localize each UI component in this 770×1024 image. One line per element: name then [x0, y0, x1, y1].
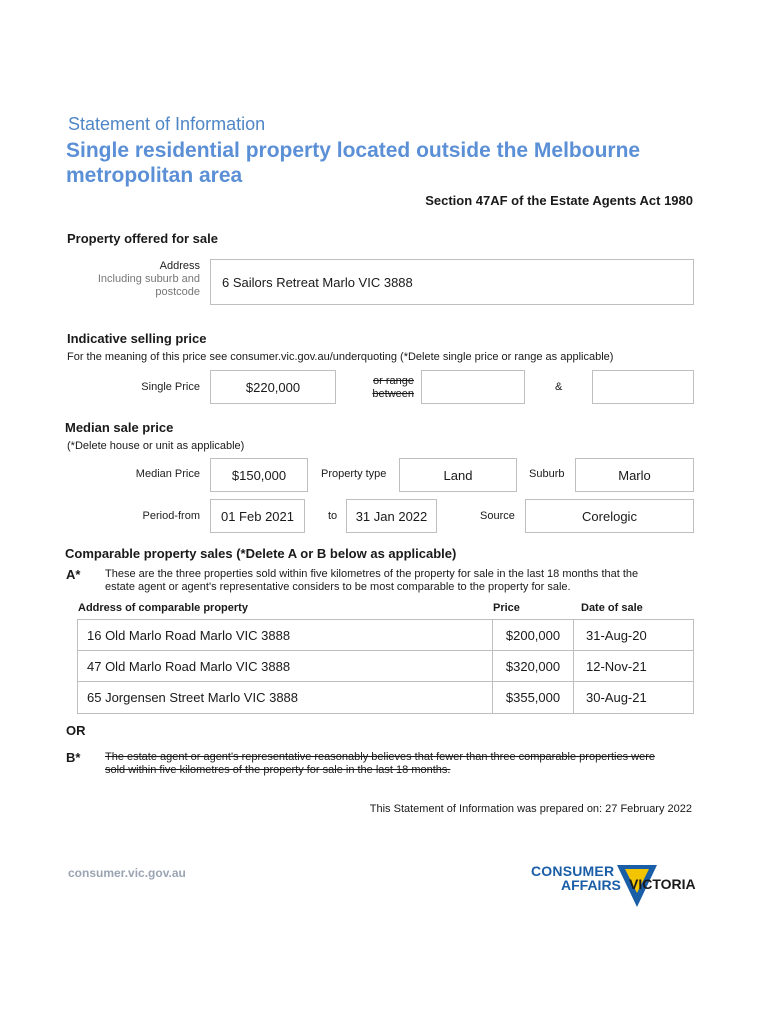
- row-address: 47 Old Marlo Road Marlo VIC 3888: [87, 658, 291, 674]
- document-title-line2: metropolitan area: [66, 164, 243, 187]
- column-header-date: Date of sale: [581, 602, 643, 614]
- range-to-field[interactable]: [592, 370, 694, 404]
- option-b-text-2: sold within five kilometres of the property for sale in the last 18 months.: [105, 764, 451, 776]
- suburb-value: Marlo: [618, 467, 651, 483]
- period-from-value: 01 Feb 2021: [220, 508, 294, 524]
- median-price-label: Median Price: [135, 468, 200, 480]
- comparable-heading: Comparable property sales (*Delete A or B below as applicable): [65, 546, 457, 561]
- table-row-3-price[interactable]: [492, 681, 574, 714]
- address-value: 6 Sailors Retreat Marlo VIC 3888: [222, 274, 413, 290]
- document-subtitle: Statement of Information: [68, 114, 266, 134]
- row-price: $200,000: [505, 627, 561, 643]
- address-sublabel-2: postcode: [155, 286, 200, 298]
- source-value: Corelogic: [582, 508, 637, 524]
- table-row-3-date[interactable]: [573, 681, 694, 714]
- indicative-heading: Indicative selling price: [67, 331, 207, 346]
- property-type-field[interactable]: [399, 458, 517, 492]
- row-address: 65 Jorgensen Street Marlo VIC 3888: [87, 690, 299, 705]
- row-date: 31-Aug-20: [586, 627, 647, 643]
- suburb-field[interactable]: [575, 458, 694, 492]
- period-to-value: 31 Jan 2022: [355, 508, 428, 524]
- property-type-label: Property type: [321, 468, 387, 480]
- period-to-label: to: [328, 510, 338, 522]
- row-date: 30-Aug-21: [586, 690, 647, 705]
- column-header-address: Address of comparable property: [78, 602, 248, 614]
- range-from-field[interactable]: [421, 370, 525, 404]
- option-a-label: A*: [66, 567, 81, 582]
- median-heading: Median sale price: [65, 420, 174, 435]
- single-price-label: Single Price: [141, 381, 200, 393]
- table-row-2-price[interactable]: [492, 650, 574, 682]
- period-to-field[interactable]: [346, 499, 437, 533]
- row-address: 16 Old Marlo Road Marlo VIC 3888: [87, 627, 291, 643]
- column-header-price: Price: [493, 602, 520, 614]
- consumer-affairs-victoria-logo: [531, 863, 701, 911]
- suburb-label: Suburb: [529, 468, 565, 480]
- range-label-1: or range: [373, 375, 414, 387]
- property-heading: Property offered for sale: [67, 231, 218, 246]
- option-a-text-2: estate agent or agent's representative considers to be most comparable to the property for sale.: [105, 581, 571, 593]
- option-a-text-1: These are the three properties sold within five kilometres of the property for sale in the last 18 months that the: [105, 568, 639, 580]
- median-price-field[interactable]: [210, 458, 308, 492]
- property-type-value: Land: [443, 467, 473, 483]
- range-ampersand: &: [555, 381, 563, 393]
- row-date: 12-Nov-21: [586, 658, 647, 674]
- address-label: Address: [159, 260, 200, 272]
- address-field[interactable]: [210, 259, 694, 305]
- table-row-1-date[interactable]: [573, 619, 694, 651]
- option-b-text-1: The estate agent or agent's representative reasonably believes that fewer than three comparable properties were: [105, 751, 655, 763]
- table-row-2-address[interactable]: [77, 650, 493, 682]
- section-reference: Section 47AF of the Estate Agents Act 1980: [425, 193, 693, 208]
- indicative-note: For the meaning of this price see consumer.vic.gov.au/underquoting (*Delete single price or range as applicable): [67, 351, 614, 363]
- table-row-2-date[interactable]: [573, 650, 694, 682]
- period-from-field[interactable]: [210, 499, 305, 533]
- row-price: $320,000: [505, 658, 561, 674]
- table-row-3-address[interactable]: [77, 681, 493, 714]
- row-price: $355,000: [505, 690, 561, 705]
- period-from-label: Period-from: [142, 510, 200, 522]
- option-b-label: B*: [66, 750, 81, 765]
- single-price-value: $220,000: [245, 379, 301, 395]
- document-title-line1: Single residential property located outside the Melbourne: [66, 139, 641, 162]
- website-footer[interactable]: consumer.vic.gov.au: [68, 866, 186, 880]
- source-label: Source: [480, 510, 515, 522]
- median-note: (*Delete house or unit as applicable): [67, 440, 245, 452]
- logo-line-affairs: AFFAIRS: [561, 877, 621, 893]
- single-price-field[interactable]: [210, 370, 336, 404]
- address-sublabel-1: Including suburb and: [97, 273, 200, 285]
- table-row-1-price[interactable]: [492, 619, 574, 651]
- median-price-value: $150,000: [231, 467, 287, 483]
- prepared-date: This Statement of Information was prepared on: 27 February 2022: [369, 803, 692, 815]
- logo-victoria: VICTORIA: [629, 876, 696, 892]
- or-separator: OR: [66, 723, 86, 738]
- source-field[interactable]: [525, 499, 694, 533]
- logo-line-consumer: CONSUMER: [531, 863, 615, 879]
- table-row-1-address[interactable]: [77, 619, 493, 651]
- range-label-2: between: [372, 388, 414, 400]
